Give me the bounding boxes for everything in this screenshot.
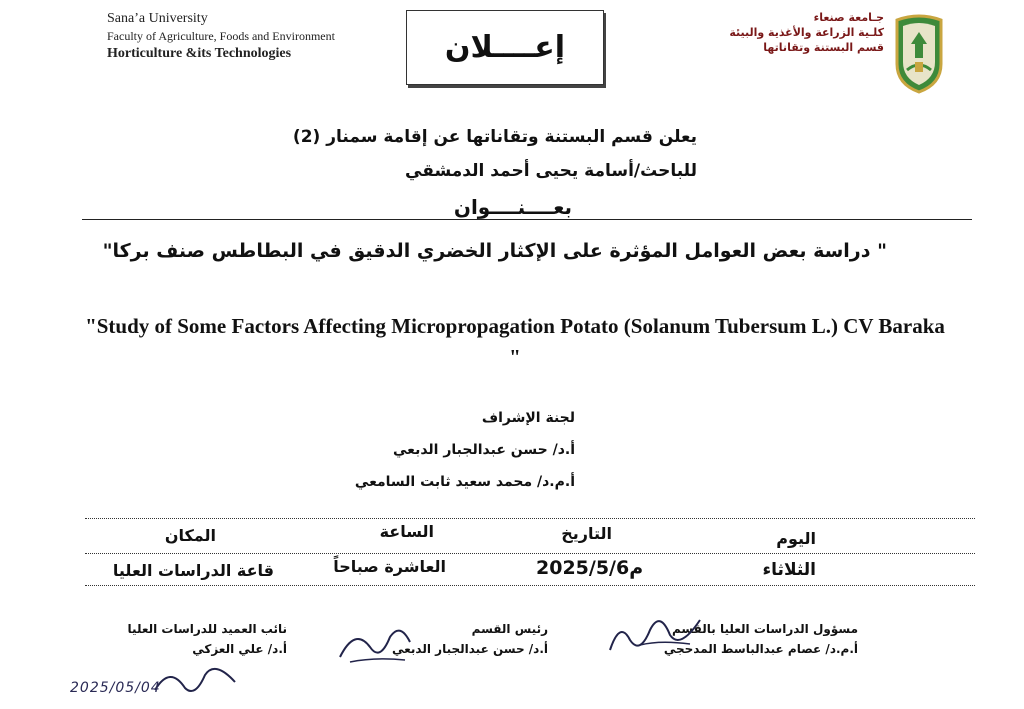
signatory-name: أ.م.د/ عصام عبدالباسط المدحجي	[663, 642, 858, 656]
schedule-header-place: المكان	[164, 526, 216, 545]
schedule-value-day: الثلاثاء	[762, 560, 816, 580]
committee-heading: لجنة الإشراف	[481, 410, 575, 426]
committee-member-2: أ.م.د/ محمد سعيد ثابت السامعي	[354, 474, 575, 490]
schedule-header-day: اليوم	[776, 529, 816, 548]
researcher-line: للباحث/أسامة يحيى أحمد الدمشقي	[405, 161, 697, 181]
university-name-en: Sana’a University	[107, 11, 208, 26]
announcement-box	[406, 10, 604, 85]
signature-vice-dean	[150, 660, 240, 700]
header-arabic-block	[684, 10, 884, 55]
schedule-header-date: التاريخ	[561, 524, 612, 543]
intro-line-1: يعلن قسم البستنة وتقاناتها عن إقامة سمنار (2)	[292, 127, 697, 147]
university-logo-icon	[893, 14, 945, 94]
signatory-role: نائب العميد للدراسات العليا	[127, 622, 287, 636]
header-english-block	[107, 10, 407, 63]
signatory-role: مسؤول الدراسات العليا بالقسم	[672, 622, 858, 636]
faculty-name-en: Faculty of Agriculture, Foods and Environment	[107, 29, 335, 43]
signatory-role: رئيس القسم	[471, 622, 548, 636]
faculty-name-ar: كلـية الزراعة والأغذية والبيئة	[729, 26, 884, 39]
seminar-title-arabic: " دراسة بعض العوامل المؤثرة على الإكثار الخضري الدقيق في البطاطس صنف بركا"	[102, 240, 887, 262]
schedule-rule-bottom	[85, 585, 975, 586]
schedule-value-date: 2025/5/6م	[536, 557, 644, 579]
divider-top	[82, 219, 972, 220]
schedule-header-time: الساعة	[379, 522, 434, 541]
signatory-name: أ.د/ حسن عبدالجبار الدبعي	[392, 642, 548, 656]
announcement-title: إعــــلان	[444, 30, 566, 65]
signature-graduate-coordinator	[600, 600, 710, 660]
university-name-ar: جـامعة صنعاء	[813, 11, 884, 24]
department-name-ar: قسم البستنة وتقاناتها	[763, 41, 884, 54]
title-label: بعــــنــــوان	[453, 195, 572, 219]
seminar-title-english: "Study of Some Factors Affecting Micropropagation Potato (Solanum Tubersum L.) CV Baraka "	[85, 314, 945, 369]
committee-member-1: أ.د/ حسن عبدالجبار الدبعي	[393, 442, 575, 458]
department-name-en: Horticulture &its Technologies	[107, 46, 292, 61]
signatory-vice-dean	[87, 619, 287, 659]
schedule-rule-top	[85, 518, 975, 519]
signature-department-head	[330, 612, 420, 672]
signatory-name: أ.د/ علي العزكي	[192, 642, 287, 656]
schedule-value-time: العاشرة صباحاً	[333, 557, 446, 576]
handwritten-date: 2025/05/04	[70, 680, 161, 696]
schedule-value-place: قاعة الدراسات العليا	[112, 561, 274, 580]
schedule-rule-middle	[85, 553, 975, 554]
